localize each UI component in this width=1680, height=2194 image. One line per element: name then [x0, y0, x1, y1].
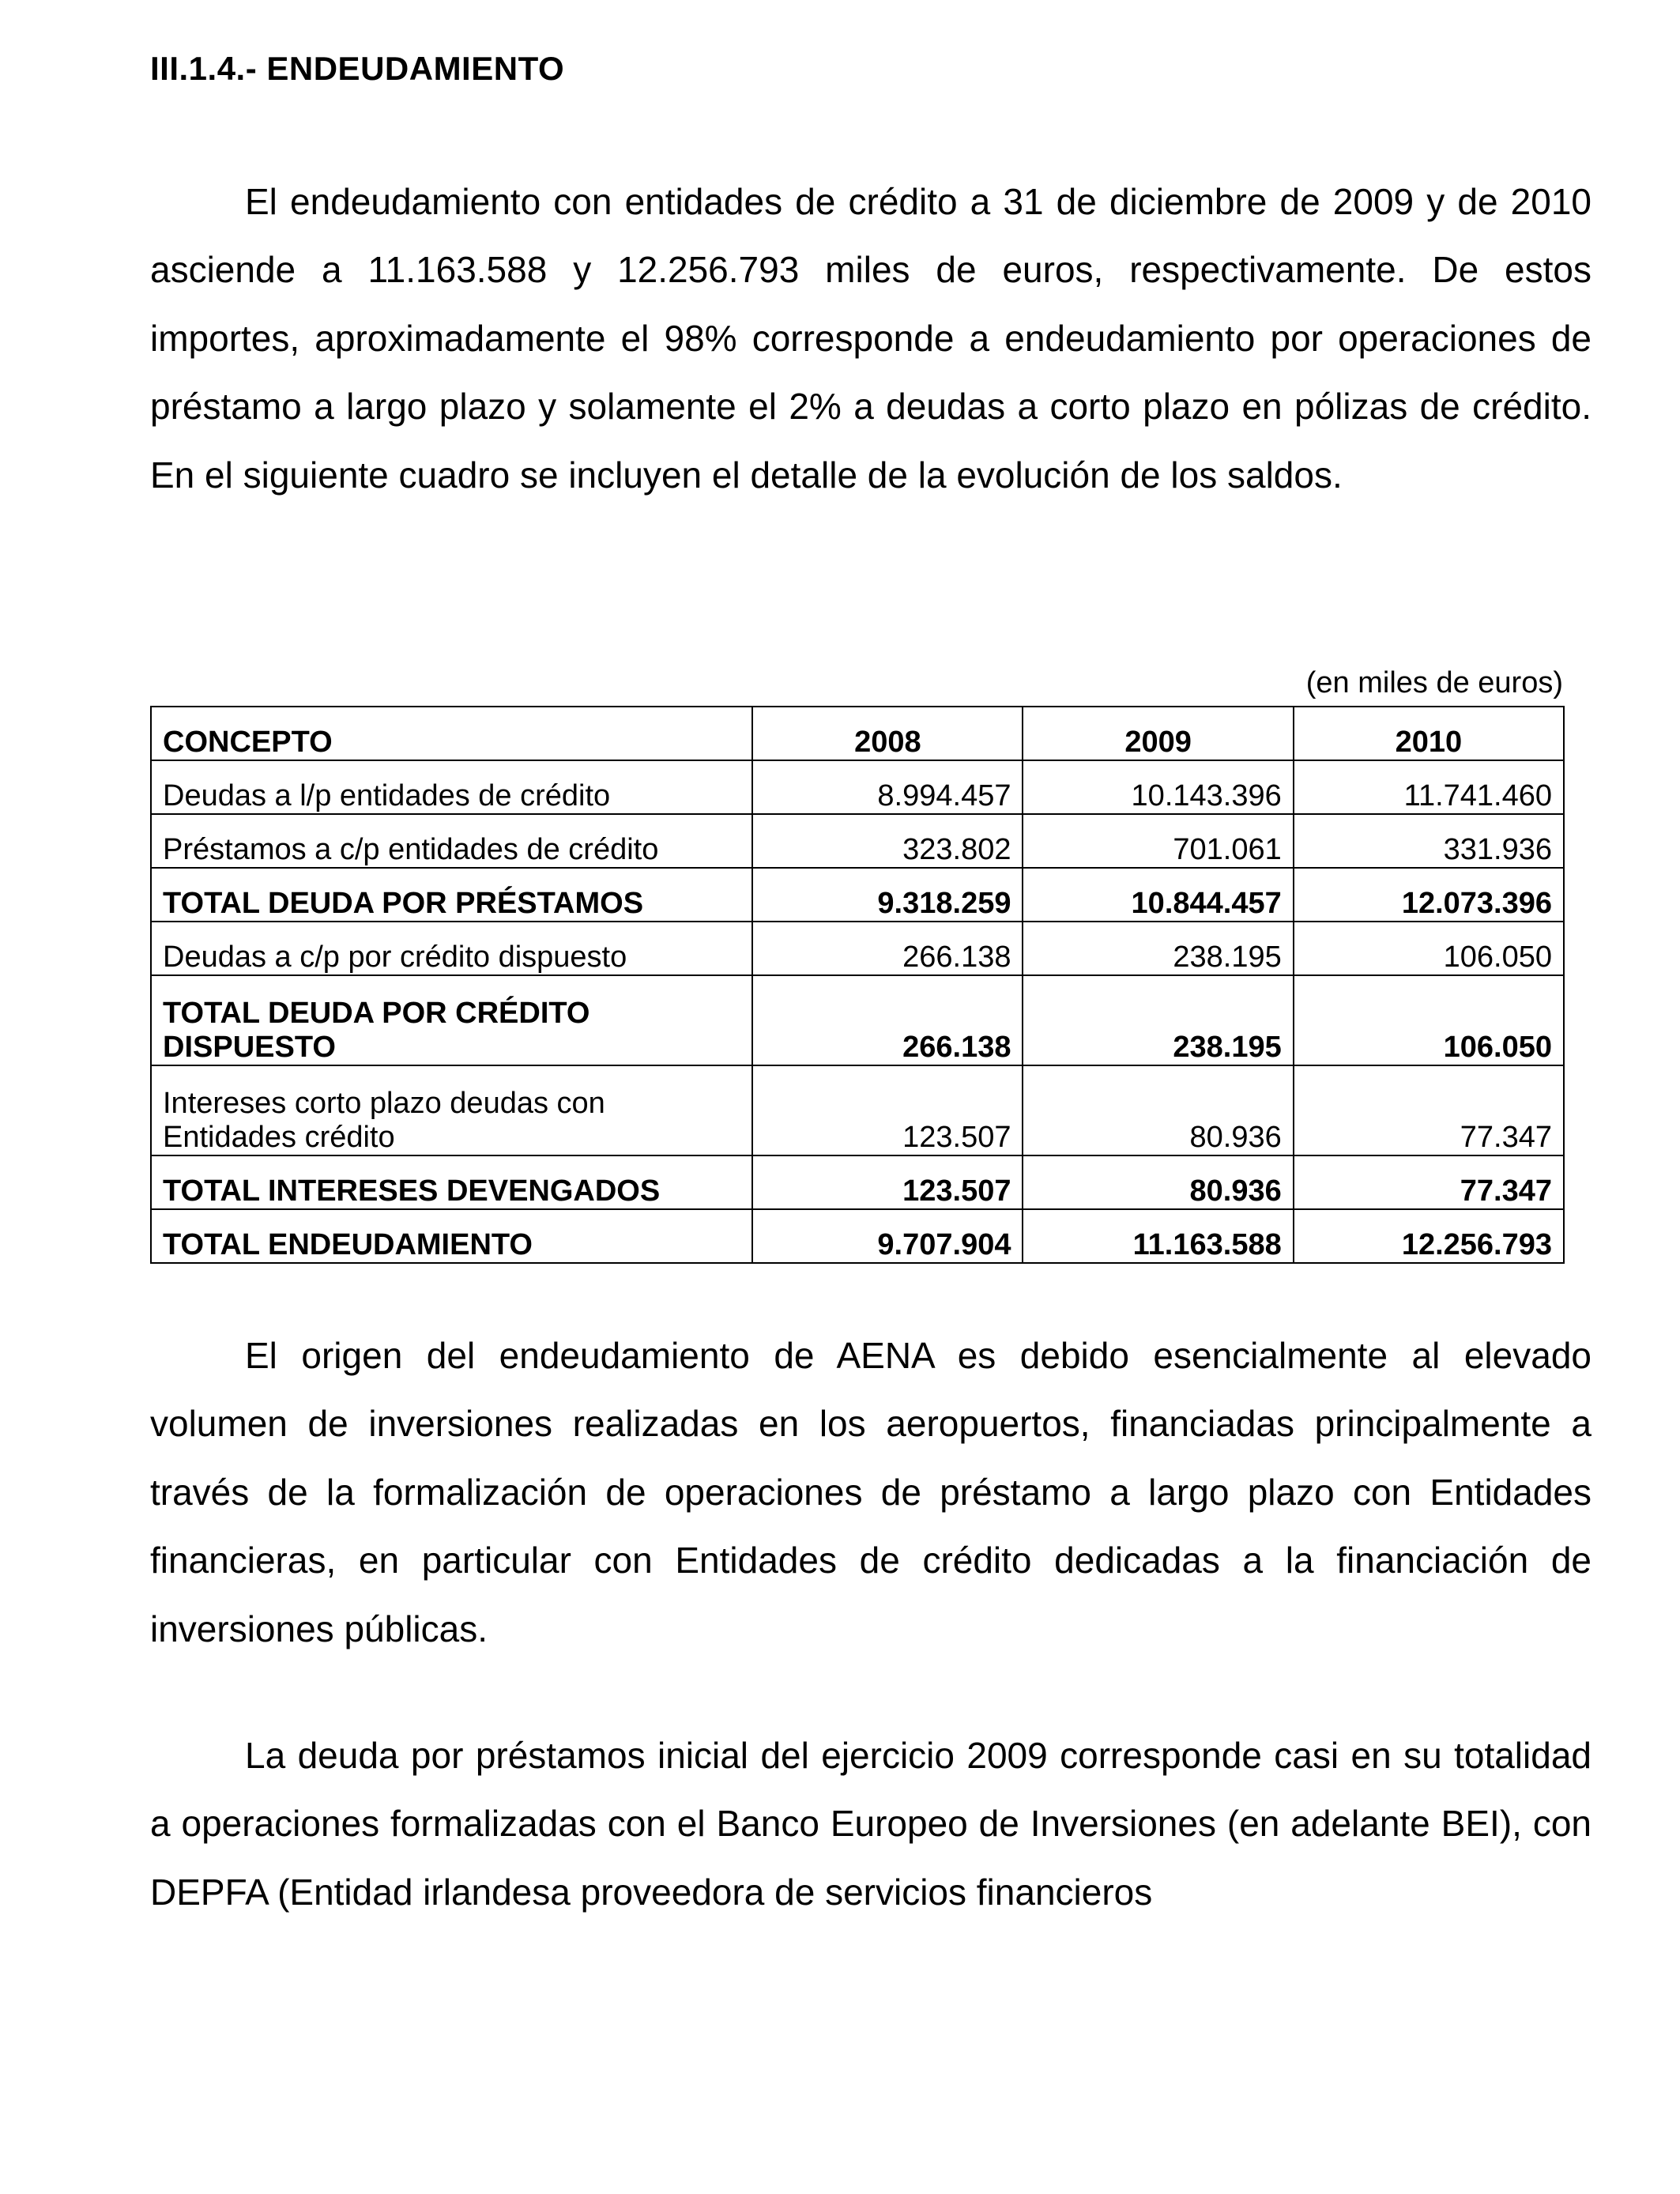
row-concept [151, 975, 752, 1065]
row-value-2008: 266.138 [752, 922, 1023, 975]
row-value-2009: 238.195 [1023, 922, 1293, 975]
row-value-2010: 12.073.396 [1294, 868, 1564, 922]
table-total-row [151, 868, 1564, 922]
row-value-2010: 106.050 [1294, 922, 1564, 975]
row-value-2010: 11.741.460 [1294, 760, 1564, 814]
debt-table [150, 706, 1565, 1264]
row-concept-line-1: Intereses corto plazo deudas con [163, 1087, 605, 1120]
row-value-2008: 323.802 [752, 814, 1023, 868]
row-concept [151, 1065, 752, 1155]
row-value-2010: 77.347 [1294, 1065, 1564, 1155]
header-concepto: CONCEPTO [151, 707, 752, 760]
row-concept-line-1: TOTAL DEUDA POR CRÉDITO [163, 997, 590, 1030]
row-value-2009: 10.844.457 [1023, 868, 1293, 922]
row-value-2010: 77.347 [1294, 1155, 1564, 1209]
table-units-note: (en miles de euros) [1305, 666, 1563, 699]
table-row [151, 760, 1564, 814]
row-concept: TOTAL DEUDA POR PRÉSTAMOS [151, 868, 752, 922]
row-value-2008: 123.507 [752, 1065, 1023, 1155]
paragraph-2: El origen del endeudamiento de AENA es debido esencialmente al elevado volumen de inversiones realizadas en los aeropuertos, financiadas principalmente a través de la formalización de operaciones de préstamo a largo plazo con Entidades financieras, en particular con Entidades de crédito dedicadas a la financiación de inversiones públicas. [150, 1335, 1591, 1649]
row-concept: Préstamos a c/p entidades de crédito [151, 814, 752, 868]
row-value-2009: 701.061 [1023, 814, 1293, 868]
table-total-row [151, 1155, 1564, 1209]
row-concept-line-2: Entidades crédito [163, 1121, 395, 1154]
row-value-2010: 331.936 [1294, 814, 1564, 868]
row-concept: Deudas a c/p por crédito dispuesto [151, 922, 752, 975]
row-value-2009: 11.163.588 [1023, 1209, 1293, 1263]
table-row [151, 814, 1564, 868]
row-concept-line-2: DISPUESTO [163, 1031, 336, 1064]
paragraph-1: El endeudamiento con entidades de crédito a 31 de diciembre de 2009 y de 2010 asciende a 11.163.588 y 12.256.793 miles de euros, respectivamente. De estos importes, aproximadamente el 98% corresponde a endeudamiento por operaciones de préstamo a largo plazo y solamente el 2% a deudas a corto plazo en pólizas de crédito. En el siguiente cuadro se incluyen el detalle de la evolución de los saldos. [150, 181, 1591, 496]
row-concept: Deudas a l/p entidades de crédito [151, 760, 752, 814]
header-2010: 2010 [1294, 707, 1564, 760]
row-value-2008: 9.318.259 [752, 868, 1023, 922]
row-value-2009: 80.936 [1023, 1065, 1293, 1155]
table-header-row [151, 707, 1564, 760]
row-value-2009: 238.195 [1023, 975, 1293, 1065]
row-value-2008: 8.994.457 [752, 760, 1023, 814]
row-value-2010: 12.256.793 [1294, 1209, 1564, 1263]
table-total-row [151, 975, 1564, 1065]
table-row [151, 922, 1564, 975]
table-grand-total-row [151, 1209, 1564, 1263]
row-value-2009: 80.936 [1023, 1155, 1293, 1209]
paragraph-3: La deuda por préstamos inicial del ejercicio 2009 corresponde casi en su totalidad a operaciones formalizadas con el Banco Europeo de Inversiones (en adelante BEI), con DEPFA (Entidad irlandesa proveedora de servicios financieros [150, 1735, 1591, 1913]
table-row [151, 1065, 1564, 1155]
row-concept: TOTAL INTERESES DEVENGADOS [151, 1155, 752, 1209]
row-value-2008: 266.138 [752, 975, 1023, 1065]
header-2009: 2009 [1023, 707, 1293, 760]
row-value-2008: 123.507 [752, 1155, 1023, 1209]
row-value-2009: 10.143.396 [1023, 760, 1293, 814]
row-concept: TOTAL ENDEUDAMIENTO [151, 1209, 752, 1263]
section-heading: III.1.4.- ENDEUDAMIENTO [150, 50, 565, 87]
row-value-2010: 106.050 [1294, 975, 1564, 1065]
row-value-2008: 9.707.904 [752, 1209, 1023, 1263]
header-2008: 2008 [752, 707, 1023, 760]
